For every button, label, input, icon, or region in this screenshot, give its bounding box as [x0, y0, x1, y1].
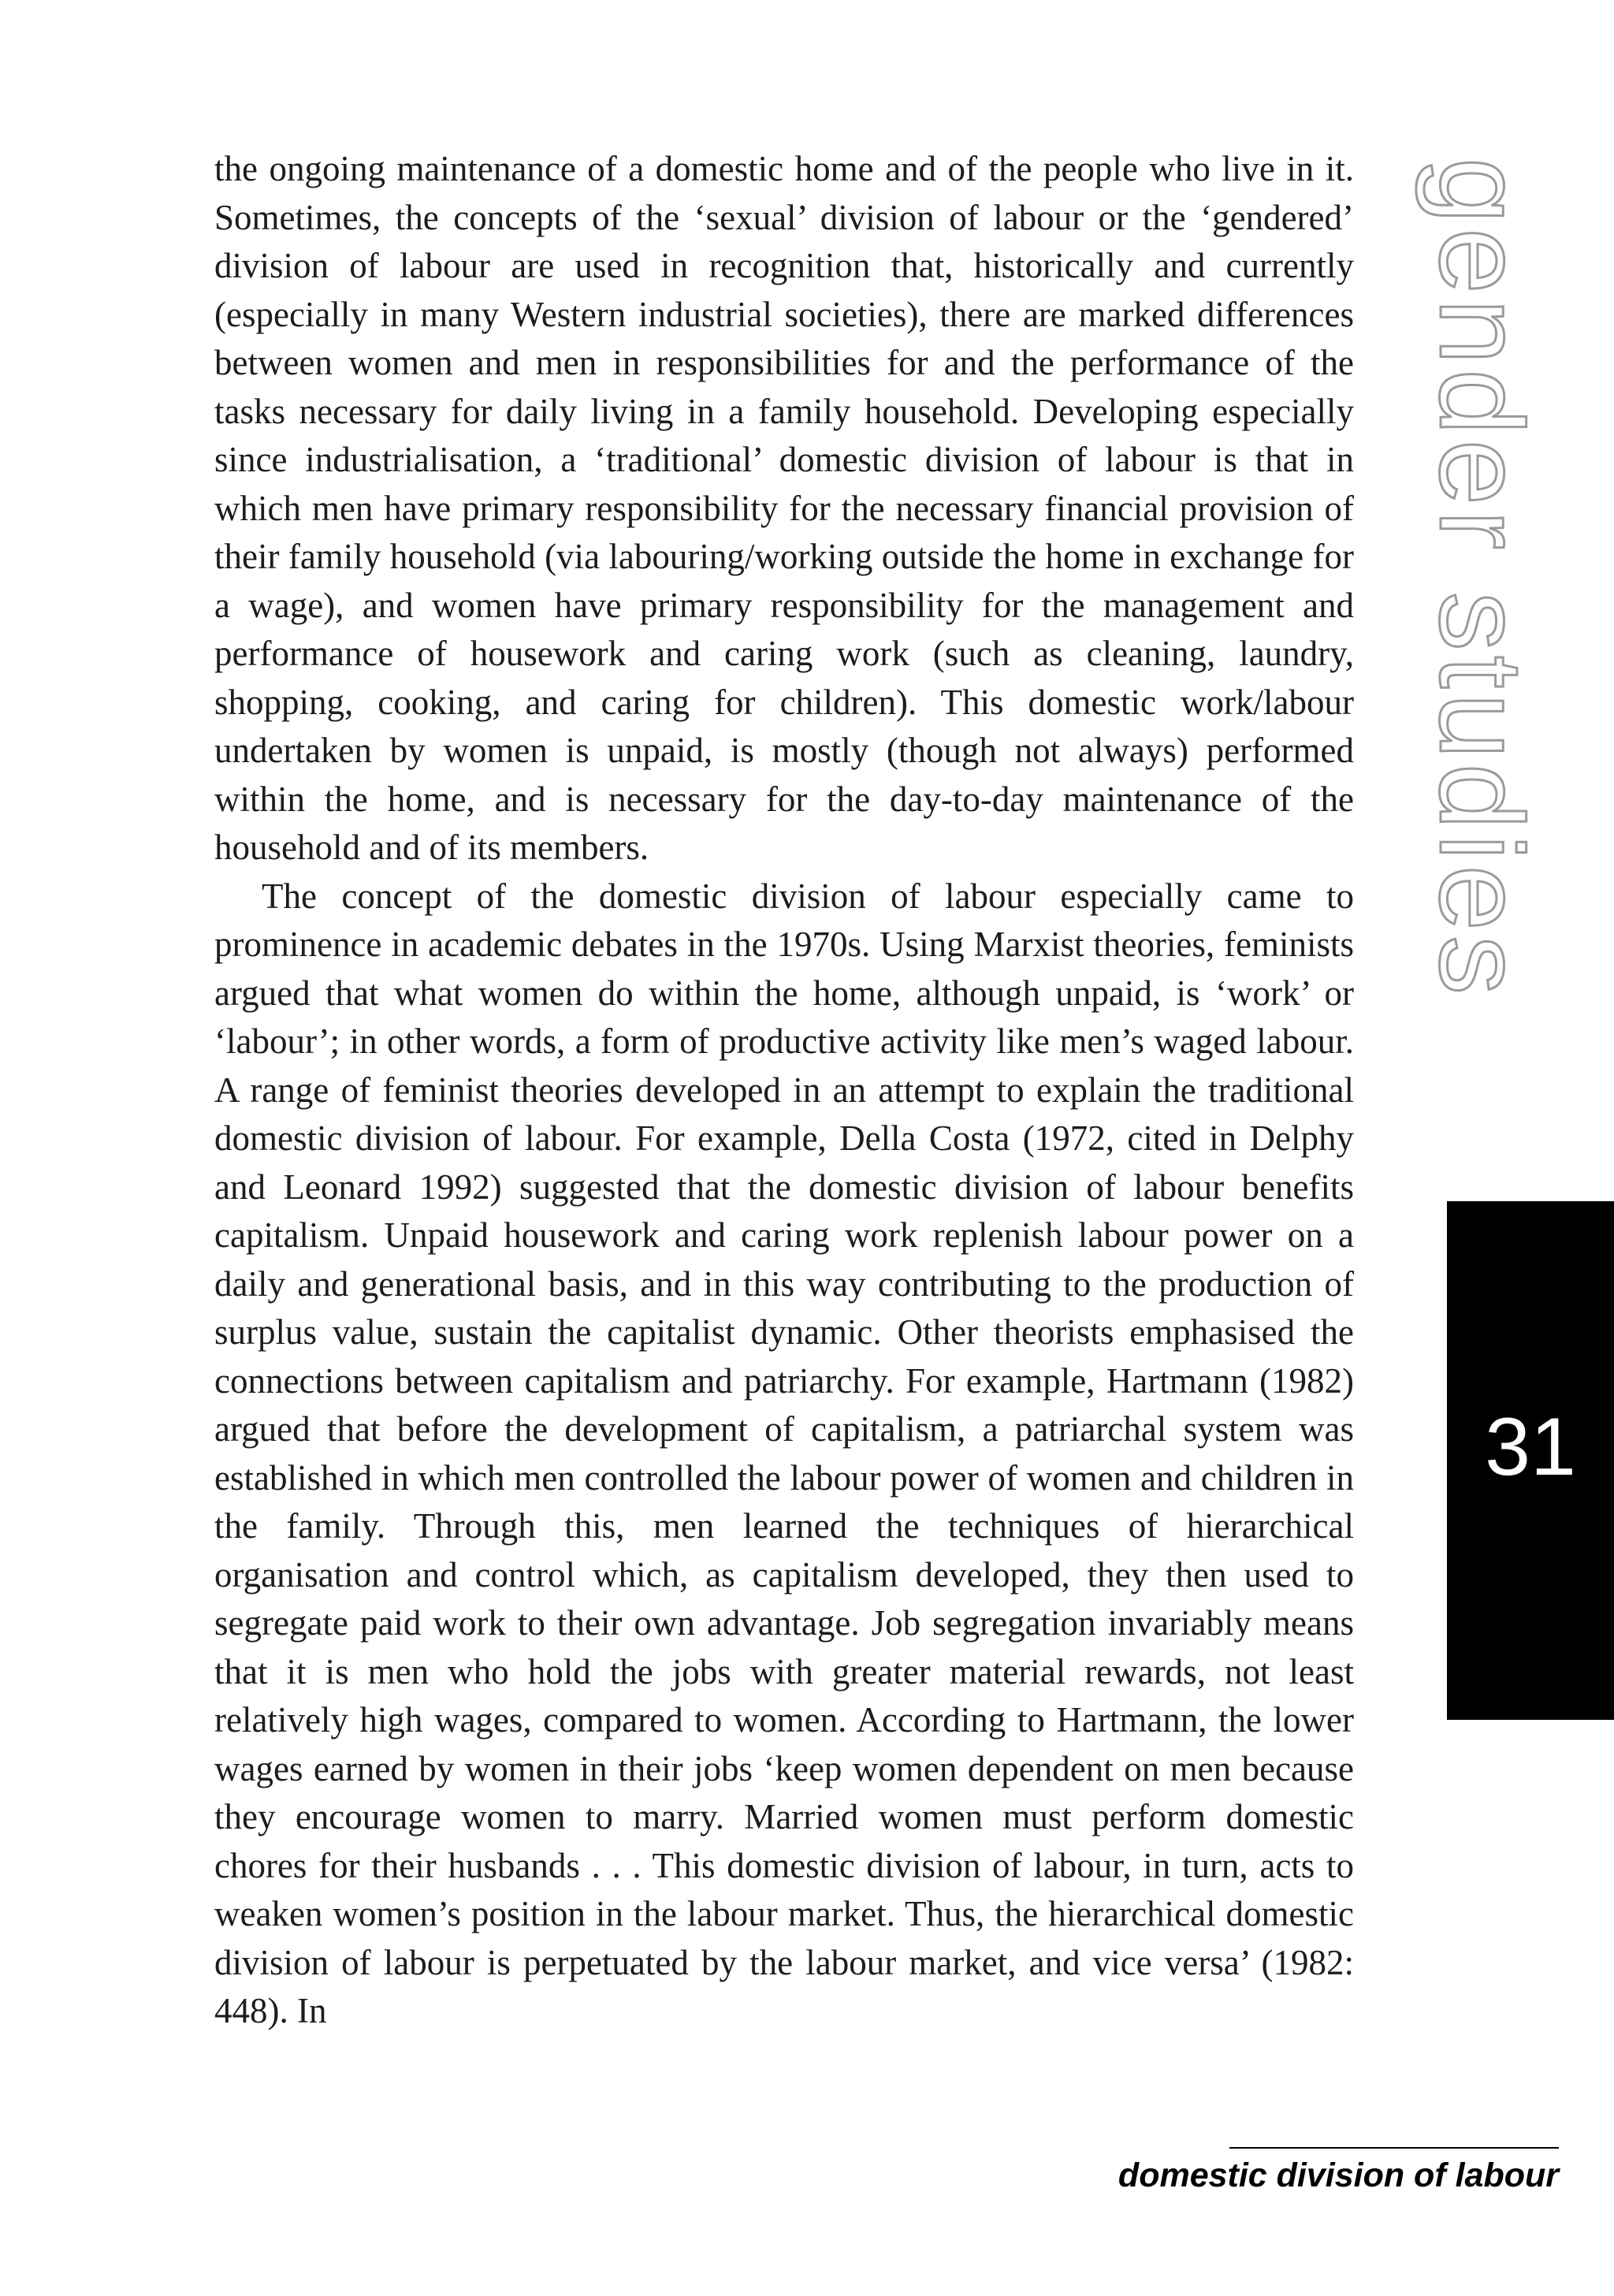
- footer-rule: [1229, 2147, 1559, 2149]
- body-text: [214, 145, 1354, 2036]
- footer-running-title: domestic division of labour: [1118, 2156, 1559, 2194]
- page-number: 31: [1485, 1401, 1576, 1493]
- side-section-title: gender studies: [1415, 158, 1548, 1000]
- paragraph-2: The concept of the domestic division of labour especially came to prominence in academic debates in the 1970s. Using Marxist theories, feminists argued that what women do within the home, although unpaid, is ‘work’ or ‘labour’; in other words, a form of productive activity like men’s waged labour. A range of feminist theories developed in an attempt to explain the traditional domestic division of labour. For example, Della Costa (1972, cited in Delphy and Leonard 1992) suggested that the domestic division of labour benefits capitalism. Unpaid housework and caring work replenish labour power on a daily and generational basis, and in this way contributing to the production of surplus value, sustain the capitalist dynamic. Other theorists emphasised the connections between capitalism and patriarchy. For example, Hartmann (1982) argued that before the development of capitalism, a patriarchal system was established in which men controlled the labour power of women and children in the family. Through this, men learned the techniques of hierarchical organisation and control which, as capitalism developed, they then used to segregate paid work to their own advantage. Job segregation invariably means that it is men who hold the jobs with greater material rewards, not least relatively high wages, compared to women. According to Hartmann, the lower wages earned by women in their jobs ‘keep women dependent on men because they encourage women to marry. Married women must perform domestic chores for their husbands . . . This domestic division of labour, in turn, acts to weaken women’s position in the labour market. Thus, the hierarchical domestic division of labour is perpetuated by the labour market, and vice versa’ (1982: 448). In: [214, 876, 1354, 2030]
- paragraph-1: the ongoing maintenance of a domestic home and of the people who live in it. Sometimes, the concepts of the ‘sexual’ division of labour or the ‘gendered’ division of labour are used in recognition that, historically and currently (especially in many Western industrial societies), there are marked differences between women and men in responsibilities for and the performance of the tasks necessary for daily living in a family household. Developing especially since industrialisation, a ‘traditional’ domestic division of labour is that in which men have primary responsibility for the necessary financial provision of their family household (via labouring/working outside the home in exchange for a wage), and women have primary responsibility for the management and performance of housework and caring work (such as cleaning, laundry, shopping, cooking, and caring for children). This domestic work/labour undertaken by women is unpaid, is mostly (though not always) performed within the home, and is necessary for the day-to-day maintenance of the household and of its members.: [214, 149, 1354, 867]
- page-number-tab: [1447, 1201, 1614, 1720]
